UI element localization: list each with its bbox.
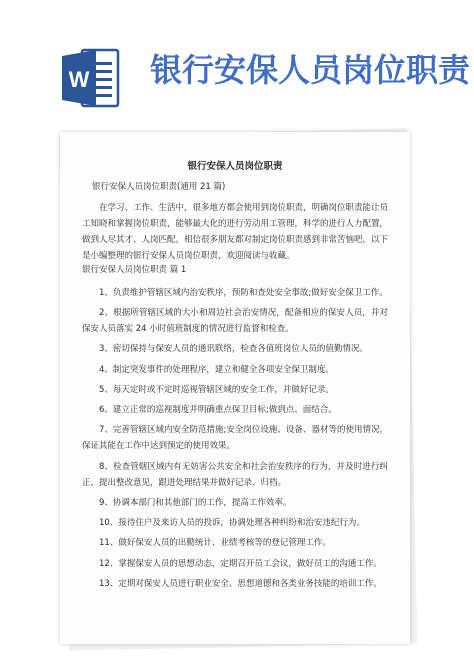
duty-item: 3、密切保持与保安人员的通讯联络，检查各值班岗位人员的值勤情况。 [99, 344, 368, 355]
duty-item: 10、接待住户及来访人员的投诉，协调处理各种纠纷和治安违纪行为。 [99, 518, 365, 529]
duty-item: 6、建立正常的巡视制度并明确重点保卫目标;做到点、面结合。 [99, 405, 337, 416]
header-banner [0, 0, 474, 125]
duty-item: 1、负责维护管辖区域内治安秩序，预防和查处安全事故;做好安全保卫工作。 [99, 287, 388, 298]
duty-item: 13、定期对保安人员进行职业安全、思想道德和各类业务技能的培训工作。 [99, 578, 382, 589]
duty-item: 2、根据所管辖区域的大小和周边社会治安情况，配备相应的保安人员，并对保安人员落实 24 小时值班制度的情况进行监督和检查。 [82, 308, 388, 335]
word-icon-letter: W [68, 67, 90, 92]
section-heading: 银行安保人员岗位职责 篇 1 [82, 265, 187, 276]
document-page [60, 132, 410, 644]
duty-item: 8、检查管辖区域内有无妨害公共安全和社会治安秩序的行为，并及时进行纠正，提出整改意见，跟进处理结果并做好记录、归档。 [82, 461, 388, 488]
duty-item: 5、每天定时或不定时巡视管辖区域的安全工作，并做好记录。 [99, 384, 334, 395]
document-title: 银行安保人员岗位职责 [187, 161, 283, 172]
word-document-icon [62, 46, 120, 110]
duty-item: 7、完善管辖区域内安全防范措施;安全岗位设施、设备、器材等的使用情况，保证其能在工作中达到预定的使用效果。 [82, 425, 388, 452]
duty-item: 12、掌握保安人员的思想动态，定期召开员工会议，做好员工的沟通工作。 [99, 558, 382, 569]
intro-paragraph: 在学习、工作、生活中，很多地方都会使用到岗位职责，明确岗位职责能让员工知晓和掌握岗位职责，能够最大化的进行劳动用工管理，科学的进行人力配置，做到人尽其才、人岗匹配。相信很多朋友都对制定岗位职责感到非常苦恼吧，以下是小编整理的银行安保人员岗位职责，欢迎阅读与收藏。 [82, 202, 389, 262]
duty-item: 9、协调本部门和其他部门的工作，提高工作效率。 [99, 498, 292, 509]
duty-list [82, 285, 388, 592]
duty-item: 4、制定突发事件的处理程序，建立和健全各项安全保卫制度。 [99, 364, 334, 375]
banner-title: 银行安保人员岗位职责 [150, 51, 471, 89]
document-body [82, 160, 388, 596]
duty-item: 11、做好保安人员的出勤统计、业绩考核等的登记管理工作。 [99, 538, 331, 549]
document-subtitle: 银行安保人员岗位职责(通用 21 篇) [92, 182, 226, 192]
